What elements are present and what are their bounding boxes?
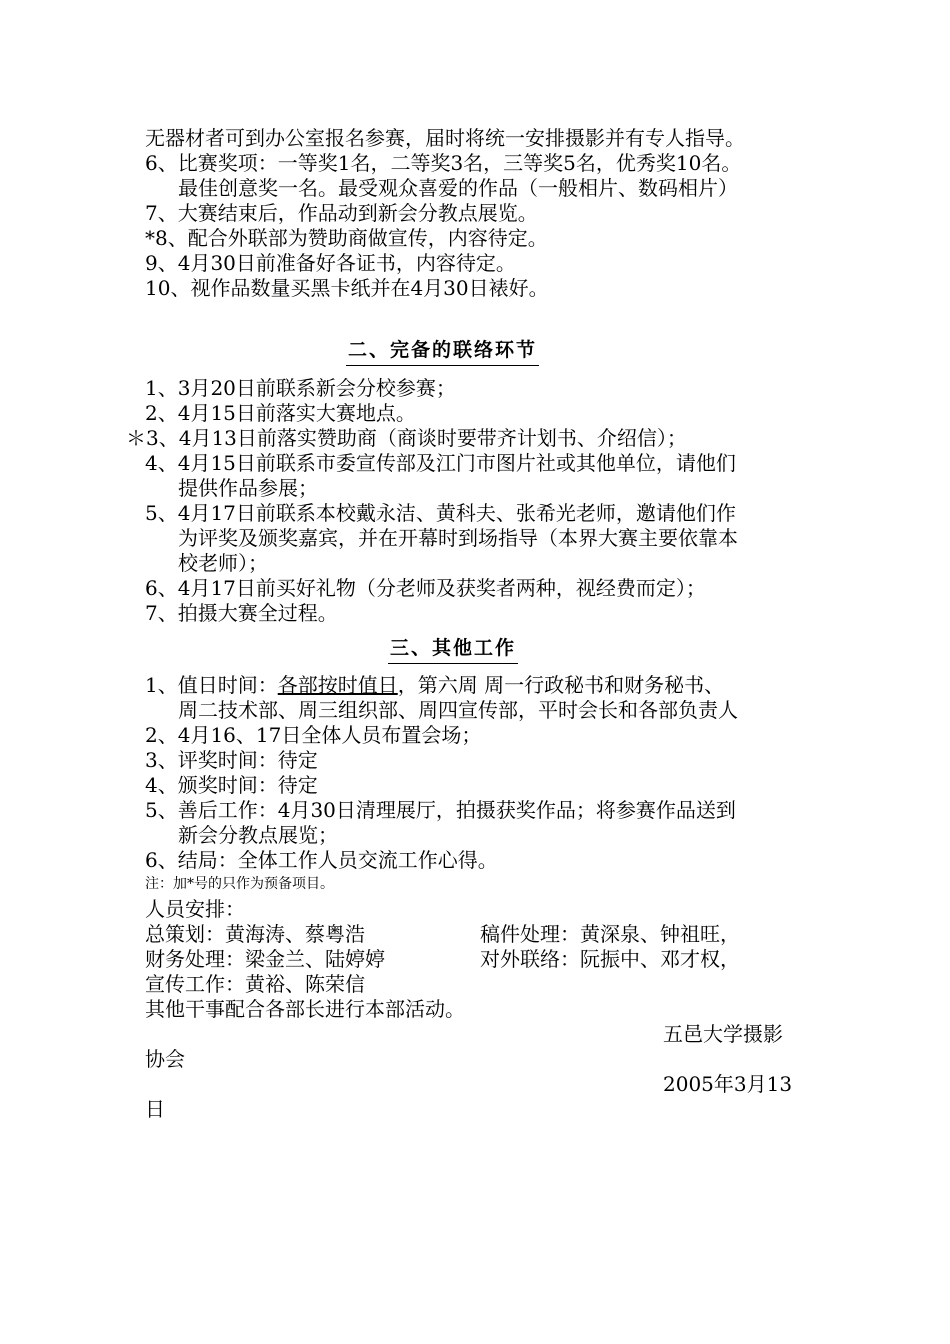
staff-publicity: 宣传工作：黄裕、陈荣信 [145, 972, 365, 996]
text-line: 无器材者可到办公室报名参赛，届时将统一安排摄影并有专人指导。 [145, 126, 745, 150]
text-line: 校老师）； [178, 551, 268, 575]
text-line: 新会分教点展览； [178, 823, 338, 847]
text-line: ＊3、4月13日前落实赞助商（商谈时要带齐计划书、介绍信）； [126, 426, 687, 450]
text-line: 4、4月15日前联系市委宣传部及江门市图片社或其他单位，请他们 [145, 451, 736, 475]
duty-prefix: 1、值日时间： [145, 673, 278, 697]
footnote: 注：加*号的只作为预备项目。 [145, 876, 334, 892]
staff-planning: 总策划：黄海涛、蔡粤浩 [145, 922, 365, 946]
text-line: 4、颁奖时间：待定 [145, 773, 318, 797]
staff-manuscripts: 稿件处理：黄深泉、钟祖旺， [480, 922, 740, 946]
text-line: *8、配合外联部为赞助商做宣传，内容待定。 [145, 226, 548, 250]
text-line: 10、视作品数量买黑卡纸并在4月30日裱好。 [145, 276, 549, 300]
text-line: 5、4月17日前联系本校戴永洁、黄科夫、张希光老师，邀请他们作 [145, 501, 736, 525]
text-line: 2、4月15日前落实大赛地点。 [145, 401, 416, 425]
duty-underlined: 各部按时值日 [277, 673, 398, 697]
text-line: 1、3月20日前联系新会分校参赛； [145, 376, 456, 400]
text-line: 提供作品参展； [178, 476, 318, 500]
staff-heading: 人员安排： [145, 897, 245, 921]
section-heading-2: 二、完备的联络环节 [346, 338, 539, 366]
duty-rest: ，第六周 周一行政秘书和财务秘书、 [397, 673, 725, 697]
duty-line [145, 673, 724, 697]
text-line: 6、结局：全体工作人员交流工作心得。 [145, 848, 498, 872]
text-line: 6、比赛奖项：一等奖1名，二等奖3名，三等奖5名，优秀奖10名。 [145, 151, 742, 175]
text-line: 9、4月30日前准备好各证书，内容待定。 [145, 251, 516, 275]
text-line: 周二技术部、周三组织部、周四宣传部，平时会长和各部负责人 [178, 698, 738, 722]
signature-org-cont: 协会 [145, 1047, 185, 1071]
signature-org: 五邑大学摄影 [663, 1022, 783, 1046]
text-line: 最佳创意奖一名。最受观众喜爱的作品（一般相片、数码相片） [178, 176, 738, 200]
text-line: 6、4月17日前买好礼物（分老师及获奖者两种，视经费而定）； [145, 576, 706, 600]
section-heading-3: 三、其他工作 [388, 636, 518, 664]
text-line: 7、拍摄大赛全过程。 [145, 601, 338, 625]
signature-date-cont: 日 [145, 1097, 165, 1121]
signature-date: 2005年3月13 [663, 1072, 793, 1096]
staff-others: 其他干事配合各部长进行本部活动。 [145, 997, 465, 1021]
text-line: 为评奖及颁奖嘉宾，并在开幕时到场指导（本界大赛主要依靠本 [178, 526, 738, 550]
text-line: 2、4月16、17日全体人员布置会场； [145, 723, 482, 747]
staff-liaison: 对外联络：阮振中、邓才权， [480, 947, 740, 971]
staff-finance: 财务处理：梁金兰、陆婷婷 [145, 947, 385, 971]
text-line: 3、评奖时间：待定 [145, 748, 318, 772]
text-line: 5、善后工作：4月30日清理展厅，拍摄获奖作品；将参赛作品送到 [145, 798, 736, 822]
text-line: 7、大赛结束后，作品动到新会分教点展览。 [145, 201, 538, 225]
